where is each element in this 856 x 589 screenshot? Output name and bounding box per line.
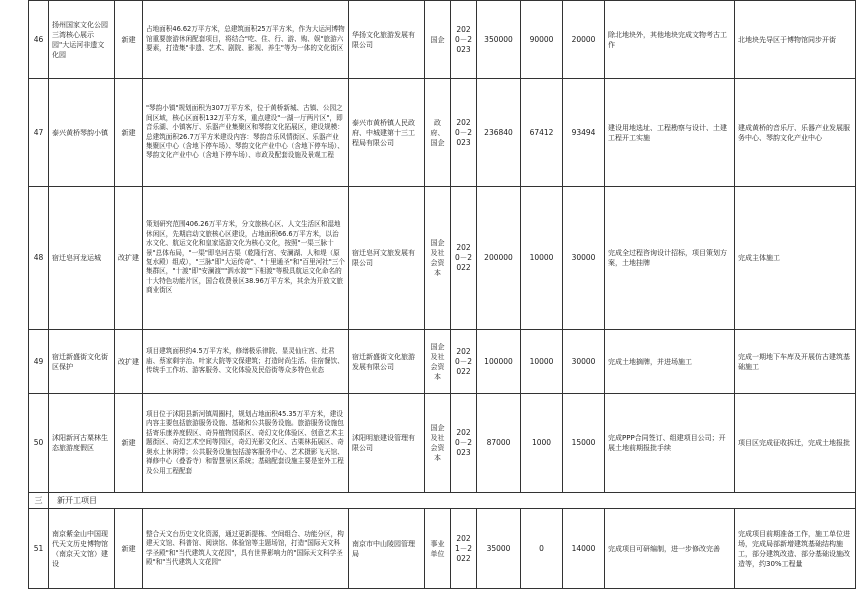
total-investment: 87000 [477,394,521,493]
project-name: 宿迁新盛街文化街区保护 [49,330,115,394]
total-investment: 200000 [477,187,521,330]
annual-goal: 北地块先导区于博物馆同步开街 [735,1,856,79]
project-name: 扬州国家文化公园三湾核心展示园"大运河非遗文化园 [49,1,115,79]
section-index: 三 [29,493,49,509]
row-number: 51 [29,509,49,589]
project-description: 策划研究范围406.26万平方米，分文旅核心区、人文生活区和湿地休闲区，先期启动文旅核心区建设，占地面积66.6万平方米，以治水文化、航运文化和皇家巡游文化为核心文化，按照"一渠三脉十景"总体布局，"一渠"即皂河古渠（乾隆行宫、安澜湖、人和堤（原复水殿）组成），"三脉"即"大运传奇"、"十里通圣"和"百里河社"三个集群区，"十渡"即"安澜渡""泗水渡""下相渡"等极具航运文化命名的十大特色功能片区，国合收费景区38.96万平方米，其余为开放文旅商业街区 [143,187,349,330]
total-investment: 100000 [477,330,521,394]
progress-description: 建设用地选址、工程勘察与设计、土建工程开工实施 [605,79,735,187]
annual-goal: 完成项目前期准备工作，施工单位进场，完成局部新增建筑基础结构施工，部分建筑改造、部分基础设施改造等，约30%工程量 [735,509,856,589]
completed-investment: 90000 [521,1,563,79]
project-name: 泰兴黄桥琴韵小镇 [49,79,115,187]
planned-investment: 93494 [563,79,605,187]
construction-period: 2020－2022 [451,187,477,330]
progress-description: 完成PPP合同签订、组建项目公司；开展土地前期报批手续 [605,394,735,493]
project-table [28,0,856,589]
table-row [29,79,856,187]
construction-type: 新建 [115,1,143,79]
row-number: 46 [29,1,49,79]
project-description: 项目建筑面积约4.5万平方米，修缮极乐律院、显灵仙庄宫、灶君庙、蔡家剩宇治、叶家大院等文保建筑；打造时尚生活、住宿餐饮、传统手工作坊、游客服务、文化体验及民俗街等众多特色业态 [143,330,349,394]
owner-nature: 国企 [425,1,451,79]
annual-goal: 项目区完成征收拆迁，完成土地报批 [735,394,856,493]
progress-description: 完成项目可研编制，进一步修改完善 [605,509,735,589]
owner-nature: 国企及社会资本 [425,394,451,493]
owner-nature: 国企及社会资本 [425,187,451,330]
completed-investment: 67412 [521,79,563,187]
project-name: 南京紫金山中国现代天文历史博物馆（南京天文馆）建设 [49,509,115,589]
completed-investment: 1000 [521,394,563,493]
progress-description: 除北地块外，其他地块完成文物考古工作 [605,1,735,79]
total-investment: 35000 [477,509,521,589]
planned-investment: 15000 [563,394,605,493]
project-owner: 南京市中山陵园管理局 [349,509,425,589]
completed-investment: 0 [521,509,563,589]
project-owner: 泰兴市黄桥镇人民政府、中城建第十三工程局有限公司 [349,79,425,187]
project-description: "琴韵小镇"规划面积为307万平方米，位于黄桥新城、古镇、公园之间区域，核心区面积132万平方米，重点建设"一湖一厅两片区"，即音乐湖、小镇客厅、乐器产业集聚区和琴韵文化拓展区，建设规模：总建筑面积26.7万平方米建设内容：琴韵音乐风情街区、乐器产业集聚区中心（含地下停车场）、琴韵文化产业中心（含地下停车场）、琴韵文化产业中心（含地下停车场）、市政及配套设施及景观工程 [143,79,349,187]
table-row [29,1,856,79]
project-table-sheet [28,0,850,589]
project-owner: 沭阳明旅建设管理有限公司 [349,394,425,493]
row-number: 50 [29,394,49,493]
project-name: 沭阳新河古栗林生态旅游度假区 [49,394,115,493]
total-investment: 350000 [477,1,521,79]
section-header-row [29,493,856,509]
row-number: 47 [29,79,49,187]
construction-period: 2020－2023 [451,394,477,493]
construction-type: 新建 [115,79,143,187]
table-row [29,330,856,394]
owner-nature: 事业单位 [425,509,451,589]
annual-goal: 完成主体施工 [735,187,856,330]
construction-type: 新建 [115,509,143,589]
progress-description: 完成土地摘牌，并进场施工 [605,330,735,394]
completed-investment: 10000 [521,187,563,330]
total-investment: 236840 [477,79,521,187]
table-row [29,509,856,589]
planned-investment: 30000 [563,187,605,330]
owner-nature: 政府、国企 [425,79,451,187]
planned-investment: 30000 [563,330,605,394]
table-row [29,394,856,493]
row-number: 49 [29,330,49,394]
project-owner: 华扬文化旅游发展有限公司 [349,1,425,79]
construction-period: 2020－2022 [451,330,477,394]
planned-investment: 14000 [563,509,605,589]
section-title: 新开工项目 [49,493,856,509]
construction-type: 改扩建 [115,187,143,330]
completed-investment: 10000 [521,330,563,394]
construction-period: 2020－2023 [451,79,477,187]
project-description: 占地面积46.62万平方米，总建筑面积25万平方米，作为大运河博物馆重要旅游休闲配套项目，将结合"吃、住、行、游、购、娱"旅游六要素，打造集"非遗、艺术、剧院、影视、养生"等为一体的文化街区 [143,1,349,79]
project-name: 宿迁皂河龙运城 [49,187,115,330]
row-number: 48 [29,187,49,330]
owner-nature: 国企及社会资本 [425,330,451,394]
progress-description: 完成全过程咨询设计招标，项目策划方案，土地挂牌 [605,187,735,330]
construction-type: 新建 [115,394,143,493]
construction-period: 2021－2022 [451,509,477,589]
annual-goal: 完成一期地下车库及开展仿古建筑基础施工 [735,330,856,394]
construction-period: 2020－2023 [451,1,477,79]
project-description: 整合天文台历史文化资源，通过更新提栋、空间组合、功能分区，构建天文馆、科普馆、阅读馆、体验馆等主题场馆，打造"国际天文科学圣殿"和"当代建筑人文花园"，具有世界影响力的"国际天文科学圣殿"和"当代建筑人文花园" [143,509,349,589]
project-owner: 宿迁皂河文旅发展有限公司 [349,187,425,330]
annual-goal: 建成黄桥的音乐厅、乐器产业发展服务中心、琴韵文化产业中心 [735,79,856,187]
table-row [29,187,856,330]
project-description: 项目位于沭阳县新河镇周圈村，规划占地面积45.35万平方米，建设内容主要包括旅游服务设施、基础和公共服务设施。旅游服务设施包括寄乐康养度假区、奇异植物园系区、奇幻文化体验区、创意艺术主题街区、奇幻艺术空间等园区，奇幻光影文化区、古栗林拓展区、奇奥水上休闲带；公共服务设施包括游客服务中心、艺术摄影飞天馆、禅修中心（叠香寺）和智慧景区系统；基础配套设施主要是室外工程及公用工程配套 [143,394,349,493]
construction-type: 改扩建 [115,330,143,394]
planned-investment: 20000 [563,1,605,79]
project-owner: 宿迁新盛街文化旅游发展有限公司 [349,330,425,394]
